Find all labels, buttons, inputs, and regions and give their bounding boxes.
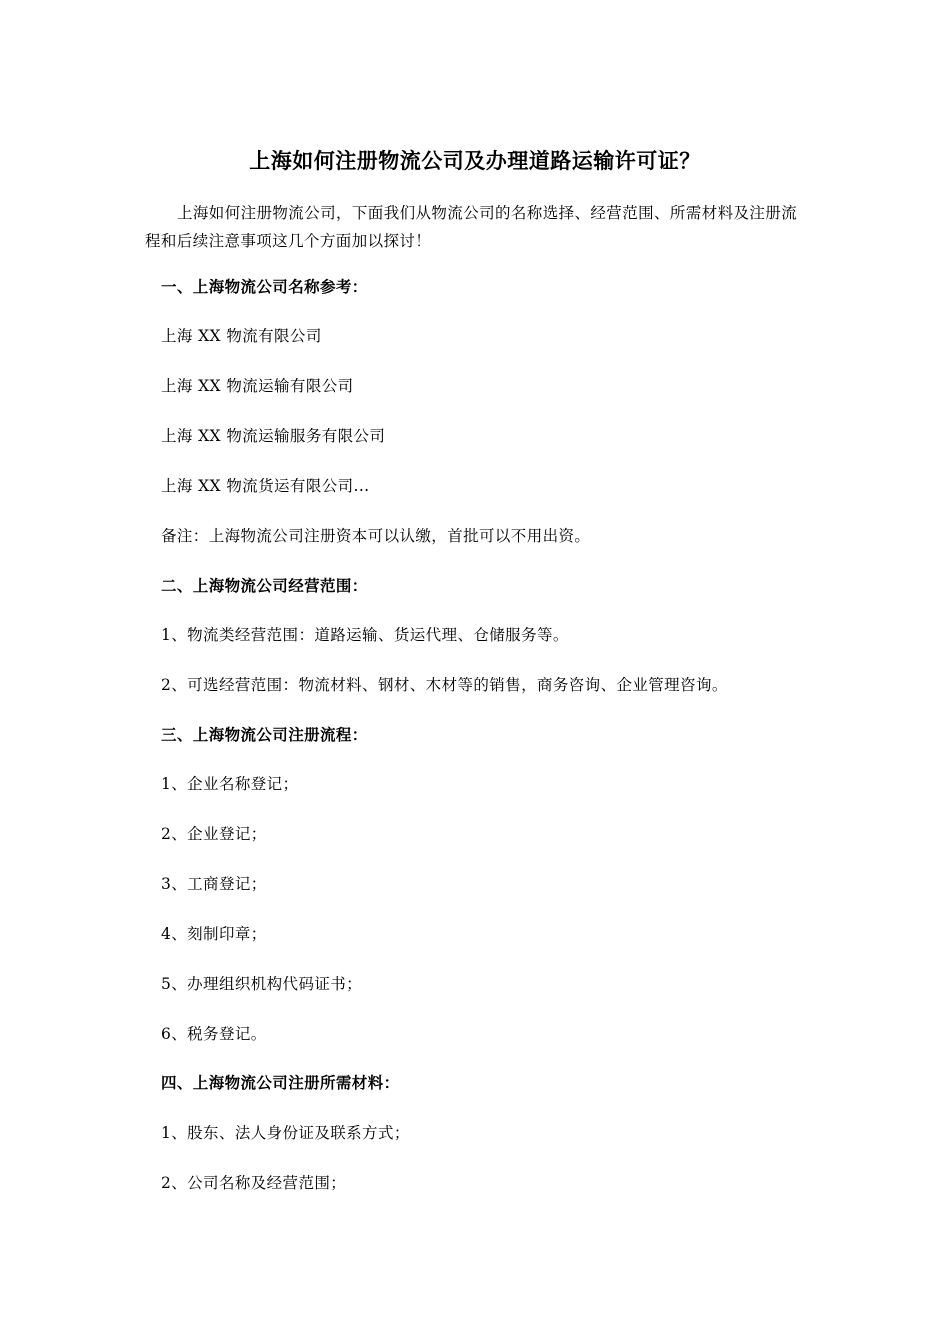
- list-item: 上海 XX 物流运输有限公司: [161, 377, 354, 395]
- list-item: 2、公司名称及经营范围；: [161, 1174, 347, 1192]
- list-item: 上海 XX 物流货运有限公司...: [161, 477, 370, 495]
- list-item: 2、企业登记；: [161, 825, 267, 843]
- section-heading-materials: 四、上海物流公司注册所需材料：: [161, 1073, 400, 1092]
- document-title: 上海如何注册物流公司及办理道路运输许可证？: [249, 148, 701, 173]
- section-heading-names: 一、上海物流公司名称参考：: [161, 277, 368, 296]
- list-item: 1、企业名称登记；: [161, 775, 299, 793]
- list-item: 1、股东、法人身份证及联系方式；: [161, 1124, 410, 1142]
- section-heading-scope: 二、上海物流公司经营范围：: [161, 576, 368, 595]
- intro-paragraph: 上海如何注册物流公司，下面我们从物流公司的名称选择、经营范围、所需材料及注册流程和后续注意事项这几个方面加以探讨！: [145, 204, 798, 250]
- list-item: 1、物流类经营范围：道路运输、货运代理、仓储服务等。: [161, 626, 569, 644]
- list-item: 5、办理组织机构代码证书；: [161, 975, 363, 993]
- note-text: 备注：上海物流公司注册资本可以认缴，首批可以不用出资。: [161, 527, 591, 545]
- list-item: 6、税务登记。: [161, 1025, 267, 1043]
- section-heading-process: 三、上海物流公司注册流程：: [161, 725, 368, 744]
- list-item: 上海 XX 物流运输服务有限公司: [161, 427, 386, 445]
- list-item: 4、刻制印章；: [161, 925, 267, 943]
- list-item: 2、可选经营范围：物流材料、钢材、木材等的销售，商务咨询、企业管理咨询。: [161, 676, 728, 694]
- list-item: 3、工商登记；: [161, 875, 267, 893]
- list-item: 上海 XX 物流有限公司: [161, 327, 322, 345]
